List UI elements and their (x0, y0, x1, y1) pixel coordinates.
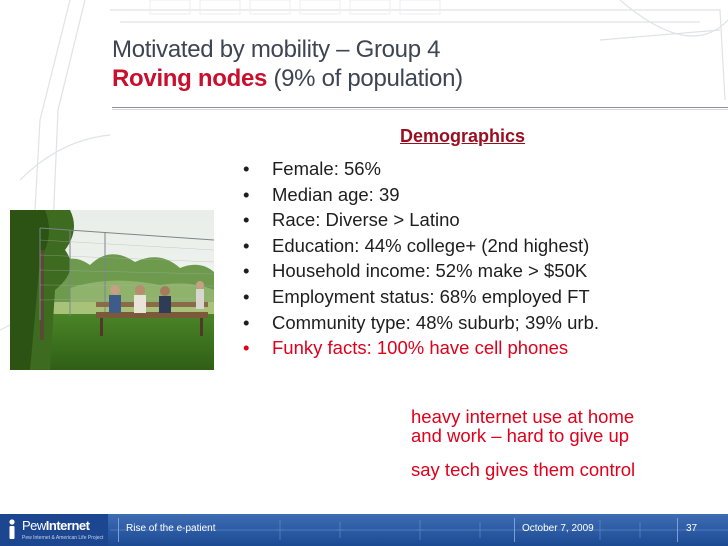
funky-fact-line-2: heavy internet use at home (411, 406, 635, 427)
pew-internet-logo (0, 514, 108, 546)
bullet-dot: • (243, 311, 250, 333)
footer-title: Rise of the e-patient (126, 523, 216, 534)
bullet-dot: • (243, 183, 250, 205)
demographics-heading: Demographics (400, 126, 526, 146)
list-item: • Female: 56% (240, 156, 599, 182)
pew-internet-logo-icon (5, 519, 19, 540)
list-item: • Household income: 52% make > $50K (240, 258, 599, 284)
bullet-dot: • (243, 260, 250, 282)
bullet-dot: • (243, 337, 250, 359)
list-item: • Median age: 39 (240, 182, 599, 208)
title-divider (112, 107, 728, 108)
footer-bar (0, 514, 728, 546)
bullet-dot: • (243, 209, 250, 231)
footer-separator (514, 518, 515, 542)
title-line-2 (112, 64, 463, 93)
page-number: 37 (686, 523, 698, 534)
bullet-dot: • (243, 158, 250, 179)
slide-title (112, 35, 463, 93)
logo-wordmark: PewInternet (22, 518, 90, 533)
park-photo (10, 210, 214, 370)
logo-subtitle: Pew Internet & American Life Project (22, 535, 104, 541)
footer-separator (677, 518, 678, 542)
list-item: • Education: 44% college+ (2nd highest) (240, 233, 599, 259)
list-item: • Employment status: 68% employed FT (240, 284, 599, 310)
title-rest: (9% of population) (267, 65, 463, 92)
funky-fact-line-4: say tech gives them control (411, 459, 636, 480)
list-item: • Race: Diverse > Latino (240, 207, 599, 233)
demographics-list (240, 156, 599, 361)
footer-separator (118, 518, 119, 542)
title-line-1: Motivated by mobility – Group 4 (112, 36, 441, 63)
bullet-dot: • (243, 234, 250, 256)
list-item: • Community type: 48% suburb; 39% urb. (240, 310, 599, 336)
title-accent: Roving nodes (112, 65, 268, 92)
funky-fact-line-3: and work – hard to give up (411, 425, 630, 446)
title-divider-shadow (112, 109, 728, 110)
footer-date: October 7, 2009 (522, 523, 594, 534)
list-item-funky-facts: • Funky facts: 100% have cell phones (240, 335, 599, 361)
bullet-dot: • (243, 285, 250, 307)
